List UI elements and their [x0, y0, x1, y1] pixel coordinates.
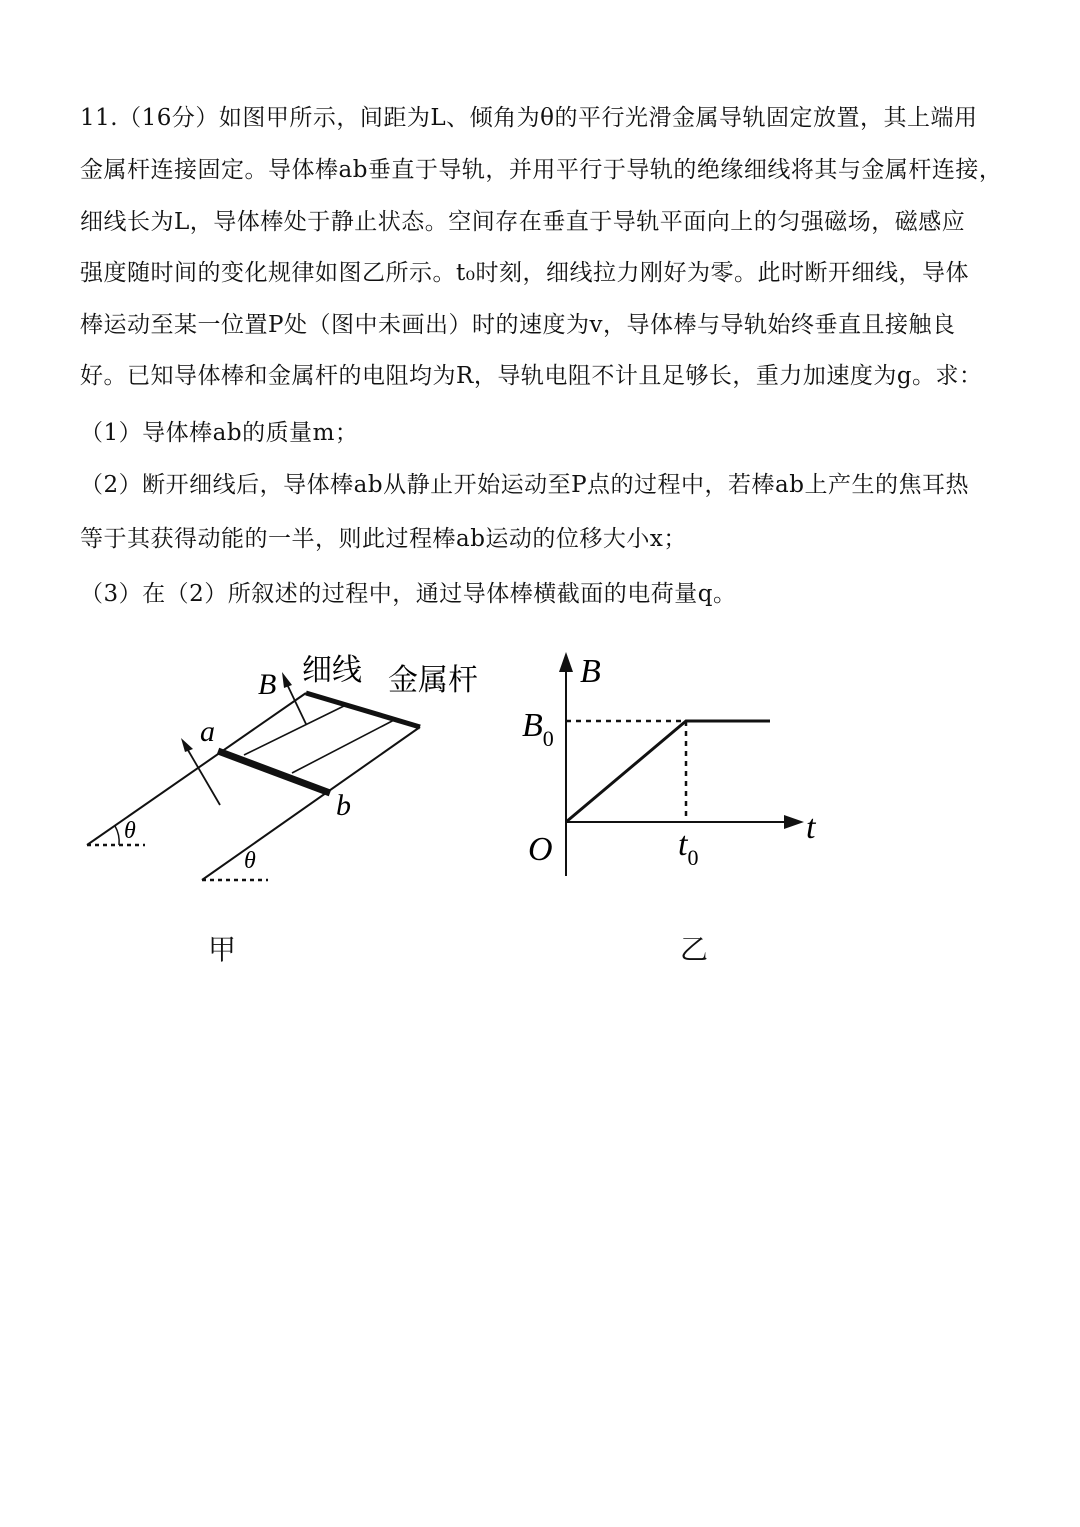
axis-label-B: B	[580, 653, 601, 690]
x-axis-arrow	[784, 815, 804, 829]
label-b: b	[336, 789, 351, 822]
metal-rod	[306, 693, 420, 727]
label-theta-1: θ	[124, 818, 136, 844]
label-metal-rod: 金属杆	[388, 663, 478, 698]
thread-1	[244, 704, 348, 755]
problem-line-6: 好。已知导体棒和金属杆的电阻均为R，导轨电阻不计且足够长，重力加速度为g。求：	[80, 363, 983, 389]
axis-label-t: t	[806, 809, 816, 846]
problem-line-2: 金属杆连接固定。导体棒ab垂直于导轨，并用平行于导轨的绝缘细线将其与金属杆连接，	[80, 157, 1003, 183]
question-2-line-1: （2）断开细线后，导体棒ab从静止开始运动至P点的过程中，若棒ab上产生的焦耳热	[80, 472, 969, 498]
figure-jia	[0, 640, 520, 920]
y-axis-arrow	[559, 652, 573, 672]
question-2-line-2: 等于其获得动能的一半，则此过程棒ab运动的位移大小x；	[80, 526, 687, 552]
caption-yi: 乙	[680, 933, 709, 966]
problem-line-5: 棒运动至某一位置P处（图中未画出）时的速度为v，导体棒与导轨始终垂直且接触良	[80, 312, 956, 338]
question-3: （3）在（2）所叙述的过程中，通过导体棒横截面的电荷量q。	[80, 581, 737, 607]
caption-jia: 甲	[208, 933, 237, 966]
question-1: （1）导体棒ab的质量m；	[80, 420, 359, 446]
angle-arc-1	[115, 826, 119, 845]
problem-line-4: 强度随时间的变化规律如图乙所示。t₀时刻，细线拉力刚好为零。此时断开细线，导体	[80, 260, 969, 286]
label-thread: 细线	[302, 653, 362, 688]
b-arrow-1	[185, 745, 220, 805]
label-theta-2: θ	[244, 848, 256, 874]
label-B: B	[258, 668, 277, 701]
figure-yi	[500, 640, 860, 900]
thread-2	[292, 719, 396, 773]
label-a: a	[200, 715, 215, 748]
problem-line-1: 11.（16分）如图甲所示，间距为L、倾角为θ的平行光滑金属导轨固定放置，其上端用	[80, 105, 978, 131]
conductor-ab	[218, 751, 330, 793]
b-arrow-1-head	[181, 738, 193, 752]
tick-label-B0: $B_0$	[522, 707, 554, 751]
b-arrow-2-head	[282, 672, 292, 688]
rail-right	[202, 727, 420, 880]
origin-label: O	[528, 831, 553, 868]
problem-line-3: 细线长为L，导体棒处于静止状态。空间存在垂直于导轨平面向上的匀强磁场，磁感应	[80, 209, 966, 235]
tick-label-t0: $t_0$	[678, 826, 699, 870]
b-t-curve	[566, 721, 770, 822]
